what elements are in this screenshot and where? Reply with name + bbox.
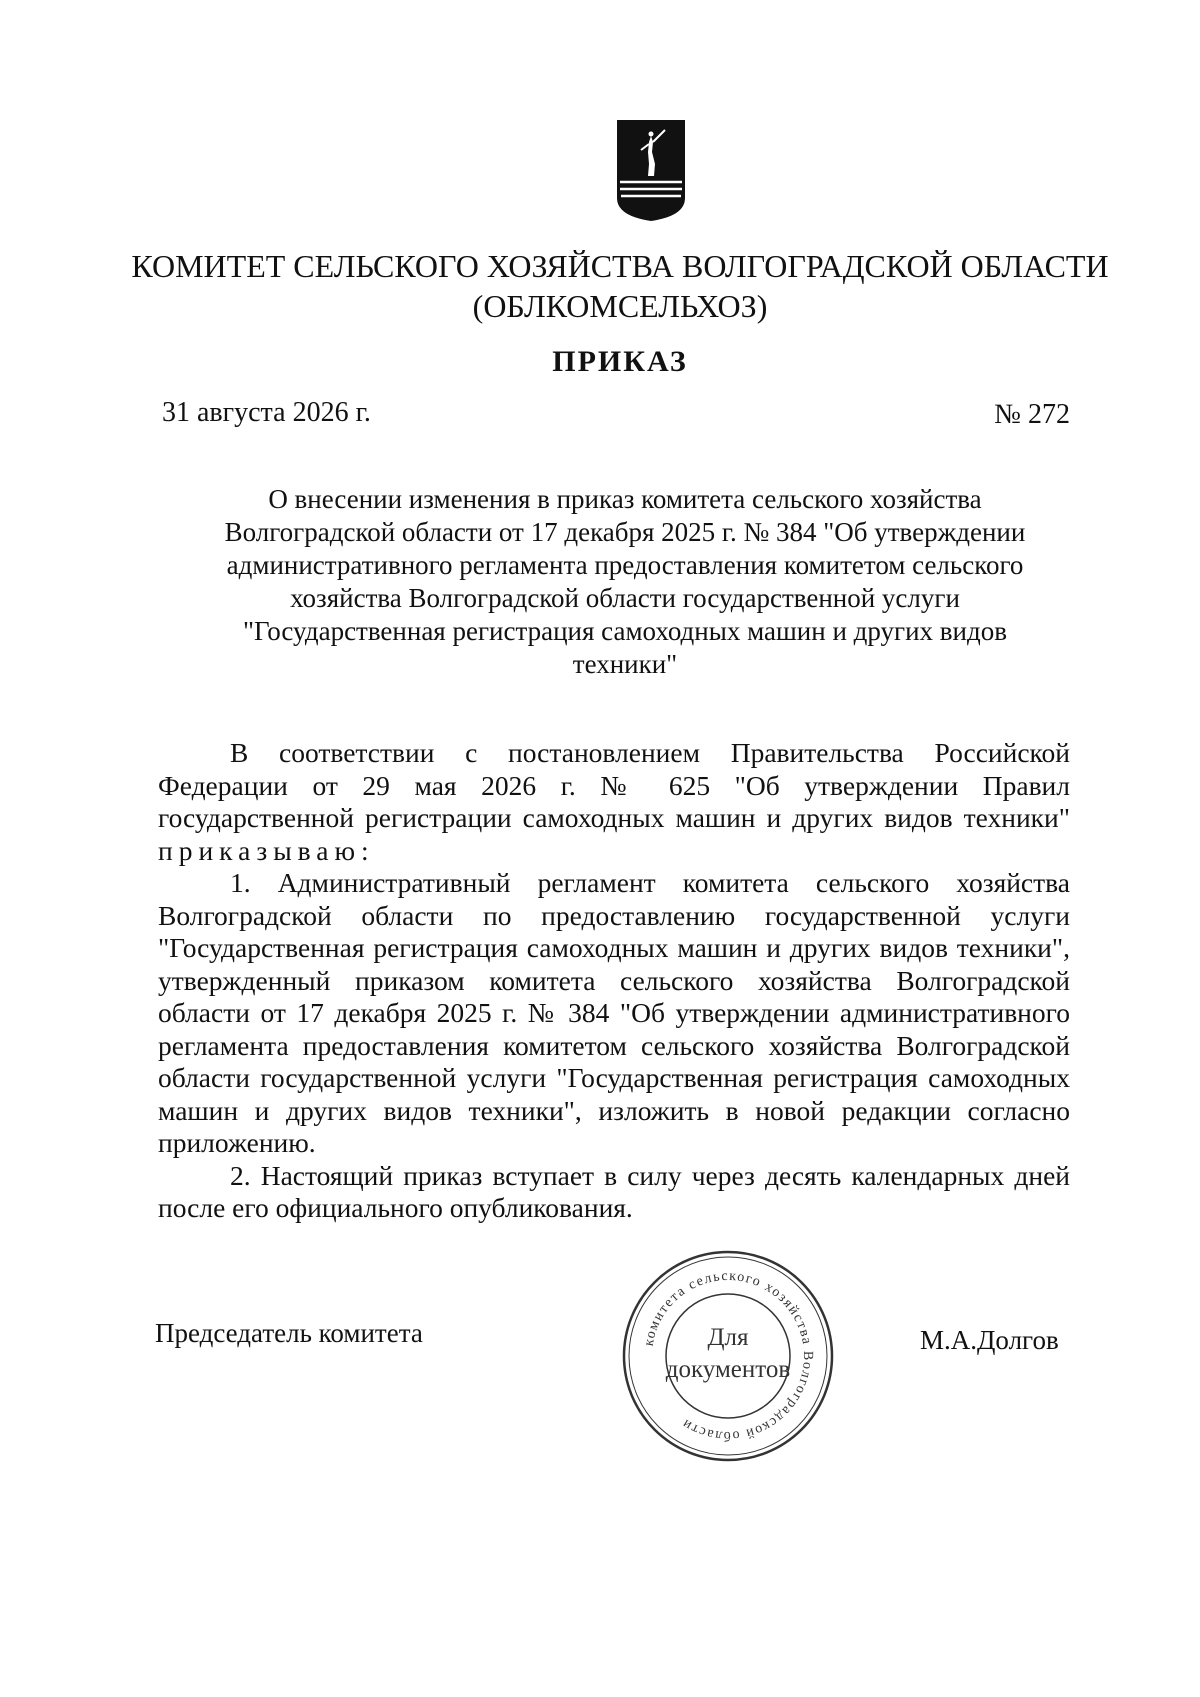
- stamp-center-line-1: Для: [707, 1324, 749, 1351]
- document-type-heading: ПРИКАЗ: [552, 345, 688, 378]
- signatory-name: М.А.Долгов: [920, 1325, 1059, 1355]
- subject-line: О внесении изменения в приказ комитета сельского хозяйства: [268, 484, 982, 514]
- document-date: 31 августа 2026 г.: [162, 397, 371, 428]
- subject-line: Волгоградской области от 17 декабря 2025 г. № 384 "Об утверждении: [224, 517, 1026, 547]
- subject-line: техники": [572, 649, 678, 679]
- organization-line-1: КОМИТЕТ СЕЛЬСКОГО ХОЗЯЙСТВА ВОЛГОГРАДСКОЙ ОБЛАСТИ: [131, 248, 1109, 284]
- signatory-position: Председатель комитета: [155, 1318, 423, 1348]
- stamp-center-line-2: документов: [665, 1356, 791, 1383]
- decree-word: приказываю:: [158, 834, 375, 866]
- document-number: № 272: [994, 399, 1070, 430]
- item-2-paragraph: 2. Настоящий приказ вступает в силу через десять календарных дней после его официального опубликования.: [158, 1159, 1070, 1223]
- organization-name: [120, 246, 1120, 326]
- preamble-paragraph: [158, 737, 1070, 867]
- subject-line: "Государственная регистрация самоходных машин и других видов: [242, 616, 1007, 646]
- volgograd-coat-of-arms-emblem: [615, 118, 687, 223]
- subject-line: хозяйства Волгоградской области государственной услуги: [290, 583, 960, 613]
- document-subject: [185, 483, 1065, 681]
- preamble-text: В соответствии с постановлением Правительства Российской Федерации от 29 мая 2026 г. № 625 "Об утверждении Правил государственной регистрации самоходных машин и других видов техники": [158, 737, 1070, 833]
- stamp-ring-text: комитета сельского хозяйства Волгоградской области: [641, 1268, 816, 1444]
- document-body: [158, 737, 1070, 1225]
- subject-line: административного регламента предоставления комитетом сельского: [226, 550, 1024, 580]
- stamp-center-text: [650, 1322, 806, 1386]
- item-1-paragraph: 1. Административный регламент комитета сельского хозяйства Волгоградской области по предоставлению государственной услуги "Государственная регистрация самоходных машин и других видов техники", утвержденный приказом комитета сельского хозяйства Волгоградской области от 17 декабря 2025 г. № 384 "Об утверждении административного регламента предоставления комитетом сельского хозяйства Волгоградской области государственной услуги "Государственная регистрация самоходных машин и других видов техники", изложить в новой редакции согласно приложению.: [158, 867, 1070, 1158]
- organization-line-2: (ОБЛКОМСЕЛЬХОЗ): [472, 288, 768, 324]
